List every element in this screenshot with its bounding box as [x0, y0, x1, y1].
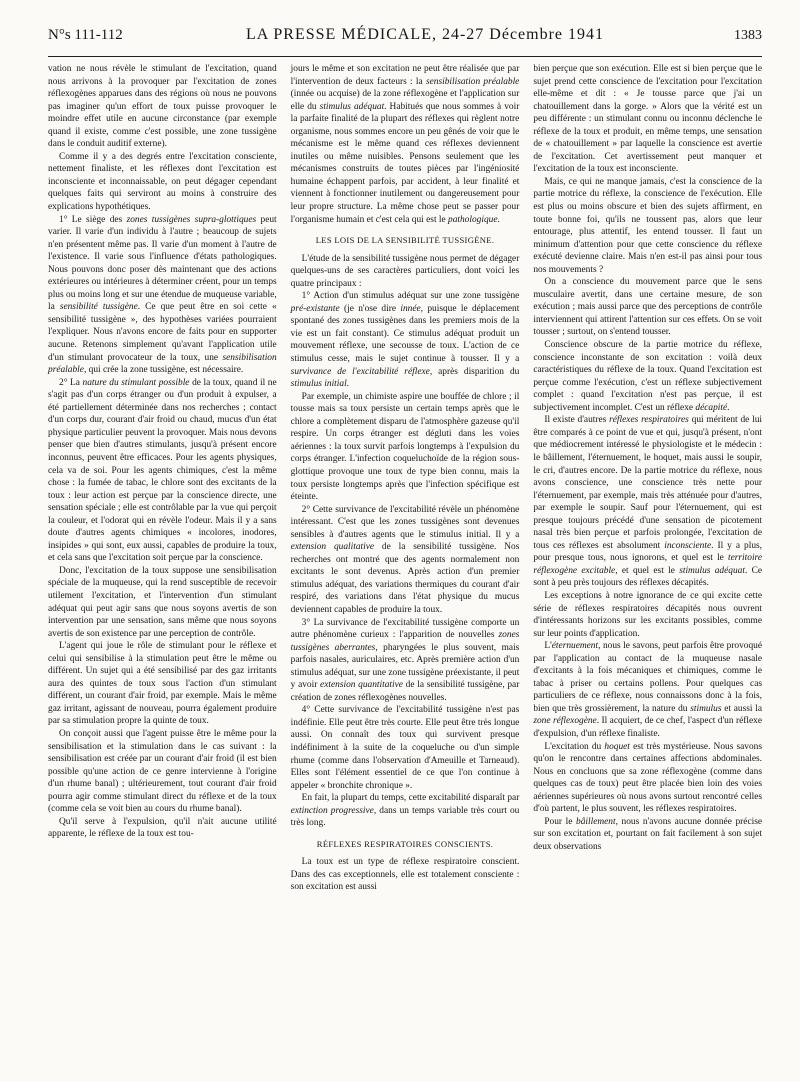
issue-number: N°s 111-112: [48, 27, 123, 43]
header-rule: [48, 56, 762, 57]
paragraph: 2° La nature du stimulant possible de la toux, quand il ne s'agit pas d'un corps étranger ou d'un produit à expulser, a été partiellement déterminée dans nos recherches ; contact d'un corps dur, courant d'air froid ou chaud, mucus d'un état physique particulier peuvent la provoquer. Mais nous devons penser que bien d'autres stimulants, jusqu'à présent encore inconnus, peuvent être efficaces. Pour les agents physiques, cela va de soi. Pour les agents chimiques, c'est la même chose : la fumée de tabac, le chlore sont des excitants de la toux : leur action est perçue par la conscience directe, une sensation spéciale ; elle est contrôlable par la vue qui perçoit la couleur, et l'odorat qui en révèle l'odeur. Mais il y a sans doute d'autres agents chimiques « incolores, inodores, insipides » qui sont, eux aussi, capables de produire la toux, et cela sans que l'excitation soit perçue par la conscience.: [48, 377, 277, 564]
paragraph: En fait, la plupart du temps, cette excitabilité disparaît par extinction progressive, dans un temps variable très court ou très long.: [290, 793, 520, 829]
journal-title: LA PRESSE MÉDICALE, 24-27 Décembre 1941: [245, 26, 605, 43]
paragraph: Conscience obscure de la partie motrice du réflexe, conscience inconstante de son excitation : voilà deux caractéristiques du réflexe de la toux. Quand l'excitation est perçue comme l'exécution, c'est un réflexe subjectivement complet : quand l'excitation n'est pas perçue, il est subjectivement incomplet. C'est un réflexe décapité.: [533, 340, 763, 413]
column-2: [291, 63, 520, 894]
paragraph: La toux est un type de réflexe respiratoire conscient. Dans des cas exceptionnels, elle est totalement consciente : son excitation est aussi: [290, 857, 520, 893]
column-3: [533, 63, 762, 894]
paragraph: jours le même et son excitation ne peut être réalisée que par l'intervention de deux facteurs : la sensibilisation préalable (innée ou acquise) de la zone réflexogène et l'application sur elle du stimulus adéquat. Habitués que nous sommes à voir la parfaite finalité de la plupart des réflexes qui règlent notre organisme, nous sommes encore un peu gênés de voir que le mécanisme est le même quand ces réflexes deviennent inutiles ou même nuisibles. Pensons seulement que les mécanismes construits de toutes pièces par l'ingéniosité humaine échappent parfois, par accident, à leur finalité et viennent à fonctionner inutilement ou dangereusement pour leur propre structure. La même chose peut se passer pour l'organisme humain et c'est cela qui est le pathologique.: [290, 64, 520, 225]
paragraph: Les exceptions à notre ignorance de ce qui excite cette série de réflexes respiratoires décapités nous ouvrent d'intéressants horizons sur les excitants possibles, comme sur leur points d'application.: [533, 590, 763, 639]
paragraph: 1° Le siège des zones tussigènes supra-glottiques peut varier. Il varie d'un individu à l'autre ; beaucoup de sujets n'en présentent même pas. Il varie d'un moment à l'autre de l'existence. Il varie sous l'influence d'états pathologiques. Nous pouvons donc poser dès maintenant que des actions extérieures ou intérieures à déterminer créent, pour un temps plus ou moins long et sur une étendue de muqueuse variable, la sensibilité tussigène. Ce que peut être en soi cette « sensibilité tussigène », des hypothèses variées pourraient l'expliquer. Nous n'avons encore de faits pour en supporter aucune. Retenons simplement qu'avant l'application utile d'un stimulant provocateur de la toux, une sensibilisation préalable, qui crée la zone tussigène, est nécessaire.: [48, 214, 277, 376]
page-number: 1383: [734, 28, 762, 43]
paragraph: L'excitation du hoquet est très mystérieuse. Nous savons qu'on le rencontre dans certaines affections abdominales. Nous en concluons que sa zone réflexogène (comme dans quelques cas de toux) peut être placée bien loin des voies aériennes supérieures où nous avons surtout rencontré celles d'où partent, le plus souvent, les réflexes respiratoires.: [533, 741, 763, 815]
paragraph: 1° Action d'un stimulus adéquat sur une zone tussigène pré-existante (je n'ose dire innée, puisque le déplacement spontané des zones tussigènes dans les premiers mois de la vie est un fait constant). Ce stimulus adéquat produit un mouvement réflexe, une secousse de toux. L'action de ce stimulus cesse, mais le sujet continue à tousser. Il y a survivance de l'excitabilité réflexe, après disparition du stimulus initial.: [290, 291, 520, 390]
paragraph: Par exemple, un chimiste aspire une bouffée de chlore ; il tousse mais sa toux persiste un certain temps après que le chlore a complètement disparu de l'atmosphère gazeuse qu'il respire. Un corps étranger est dégluti dans les voies aériennes : la toux survit parfois longtemps à l'expulsion du corps étranger. L'infection coqueluchoïde de la région sous-glottique provoque une toux de type bien connu, mais la toux persiste longtemps après que l'infection spécifique est éteinte.: [290, 391, 520, 503]
paragraph: bien perçue que son exécution. Elle est si bien perçue que le sujet prend cette conscience de l'excitation pour l'excitation elle-même et dit : « Je tousse parce que j'ai un chatouillement dans la gorge. » Alors que la vérité est un peu différente : un stimulant connu ou inconnu déclenche le réflexe de la toux et produit, en même temps, une sensation de « chatouillement » par laquelle la conscience est avertie de l'excitation. Cet avertissement peut manquer et l'excitation de la toux est inconsciente.: [533, 64, 763, 175]
paragraph: vation ne nous révèle le stimulant de l'excitation, quand nous arrivons à la provoquer par l'excitation de zones réflexogènes apparues dans des régions où nous ne pouvons pas imaginer qu'un effort de toux puisse provoquer le moindre effet utile en aucune circonstance (par exemple quand il existe, comme c'est possible, une zone tussigène dans le conduit auditif externe).: [48, 64, 277, 150]
paragraph: On conçoit aussi que l'agent puisse être le même pour la sensibilisation et la stimulation dans le cas suivant : la sensibilisation est créée par un courant d'air froid (il est bien possible qu'une action de ce genre intervienne à l'origine d'un rhume banal) ; ultérieurement, tout courant d'air froid pourra agir comme stimulant direct du réflexe et de la toux (comme cela se voit bien au cours du rhume banal).: [48, 728, 277, 815]
text-columns: [48, 63, 762, 894]
paragraph: Pour le bâillement, nous n'avons aucune donnée précise sur son excitation et, pourtant on fait facilement à son sujet deux observations: [533, 816, 763, 852]
paragraph: 2° Cette survivance de l'excitabilité révèle un phénomène intéressant. C'est que les zones tussigènes sont devenues sensibles à d'autres agents que le stimulus initial. Il y a extension qualitative de la sensibilité tussigène. Nos recherches ont montré que des agents normalement non excitants le sont devenus. Après action d'un premier stimulus adéquat, des variations thermiques du courant d'air respiré, des variations dans l'état physique du mucus deviennent capables de produire la toux.: [290, 504, 520, 615]
paragraph: 3° La survivance de l'excitabilité tussigène comporte un autre phénomène curieux : l'apparition de nouvelles zones tussigènes aberrantes, pharyngées le plus souvent, mais parfois nasales, auriculaires, etc. Après première action d'un stimulus adéquat, sur une zone tussigène préexistante, il peut y avoir extension quantitative de la sensibilité tussigène, par création de zones réflexogènes nouvelles.: [290, 617, 520, 703]
paragraph: Comme il y a des degrés entre l'excitation consciente, nettement finaliste, et les réflexes dont l'excitation est inconsciente et inconnaissable, on peut dégager cependant quelques faits qui serviront au moins à construire des explications hypothétiques.: [48, 151, 277, 213]
section-heading: RÉFLEXES RESPIRATOIRES CONSCIENTS.: [316, 838, 494, 849]
paragraph: Qu'il serve à l'expulsion, qu'il n'ait aucune utilité apparente, le réflexe de la toux est tou-: [48, 816, 277, 840]
paragraph: L'étude de la sensibilité tussigène nous permet de dégager quelques-uns de ses caractères particuliers, dont voici les quatre principaux :: [290, 253, 520, 289]
page-header: [48, 26, 762, 50]
paragraph: Donc, l'excitation de la toux suppose une sensibilisation spéciale de la muqueuse, qui la rend susceptible de recevoir utilement l'excitation, et l'intervention d'un stimulant adéquat qui peut agir sans que nous soyons avertis de son intervention par une sensation, sans même que nous soyons avertis de son existence par une perception de contrôle.: [48, 565, 277, 639]
paragraph: 4° Cette survivance de l'excitabilité tussigène n'est pas indéfinie. Elle peut être très courte. Elle peut être très longue aussi. On connaît des toux qui survivent presque indéfiniment à la suite de la coqueluche ou d'un simple rhume (comme dans l'observation d'Ameuille et Tarneaud). Elles sont l'élément essentiel de ce que l'on continue à appeler « bronchite chronique ».: [290, 705, 520, 791]
column-1: [48, 63, 277, 894]
paragraph: Il existe d'autres réflexes respiratoires qui méritent de lui être comparés à ce point de vue et qui, jusqu'à présent, n'ont que médiocrement intéressé le physiologiste et le médecin : le bâillement, l'éternuement, le hoquet, mais aussi le soupir, le cri, d'autres encore. De la partie motrice du réflexe, nous avons conscience, une conscience très nette pour l'éternuement, par exemple, mais très atténuée pour d'autres, par exemple le soupir. Sauf pour l'éternuement, qui est presque toujours précédé d'une sensation de picotement nasal très bien perçue et parfois prolongée, l'excitation de tous ces réflexes est absolument inconsciente. Il y a plus, pour presque tous, nous ignorons, et quel est le territoire réflexogène excitable, et quel est le stimulus adéquat. Ce sont à peu près toujours des réflexes décapités.: [533, 415, 763, 589]
paragraph: L'agent qui joue le rôle de stimulant pour le réflexe et celui qui sensibilise à la stimulation peut être le même ou différent. Un sujet qui a été sensibilisé par des gaz irritants aura des quintes de toux sous l'action d'un stimulant différent, un courant d'air froid, par exemple. Mais le même gaz irritant, agissant de nouveau, pourra également produire par sa stimulation propre la quinte de toux.: [48, 641, 277, 727]
paragraph: On a conscience du mouvement parce que le sens musculaire avertit, dans une certaine mesure, de son exécution ; mais aussi parce que des perceptions de contrôle interviennent qui attirent l'attention sur ces effets. On se voit tousser ; surtout, on s'entend tousser.: [533, 277, 763, 338]
section-heading: LES LOIS DE LA SENSIBILITÉ TUSSIGÈNE.: [315, 235, 495, 246]
paragraph: Mais, ce qui ne manque jamais, c'est la conscience de la partie motrice du réflexe, la conscience de l'exécution. Elle est plus ou moins obscure et bien des sujets affirment, en toute bonne foi, qu'ils ne toussent pas, alors que leur entourage, plus attentif, les entend tousser. Il faut un minimum d'attention pour que cette conscience du réflexe exécuté devienne claire. Mais n'en est-il pas ainsi pour tous nos mouvements ?: [533, 176, 763, 275]
paragraph: L'éternuement, nous le savons, peut parfois être provoqué par l'application au contact de la muqueuse nasale d'excitants à la fois mécaniques et chimiques, comme le tabac à priser ou certains pollens. Pour quelques cas particuliers de ce réflexe, nous connaissons donc à la fois, bien que très grossièrement, la nature du stimulus et aussi la zone réflexogène. Il acquiert, de ce chef, l'aspect d'un réflexe d'expulsion, d'un réflexe finaliste.: [533, 641, 763, 739]
